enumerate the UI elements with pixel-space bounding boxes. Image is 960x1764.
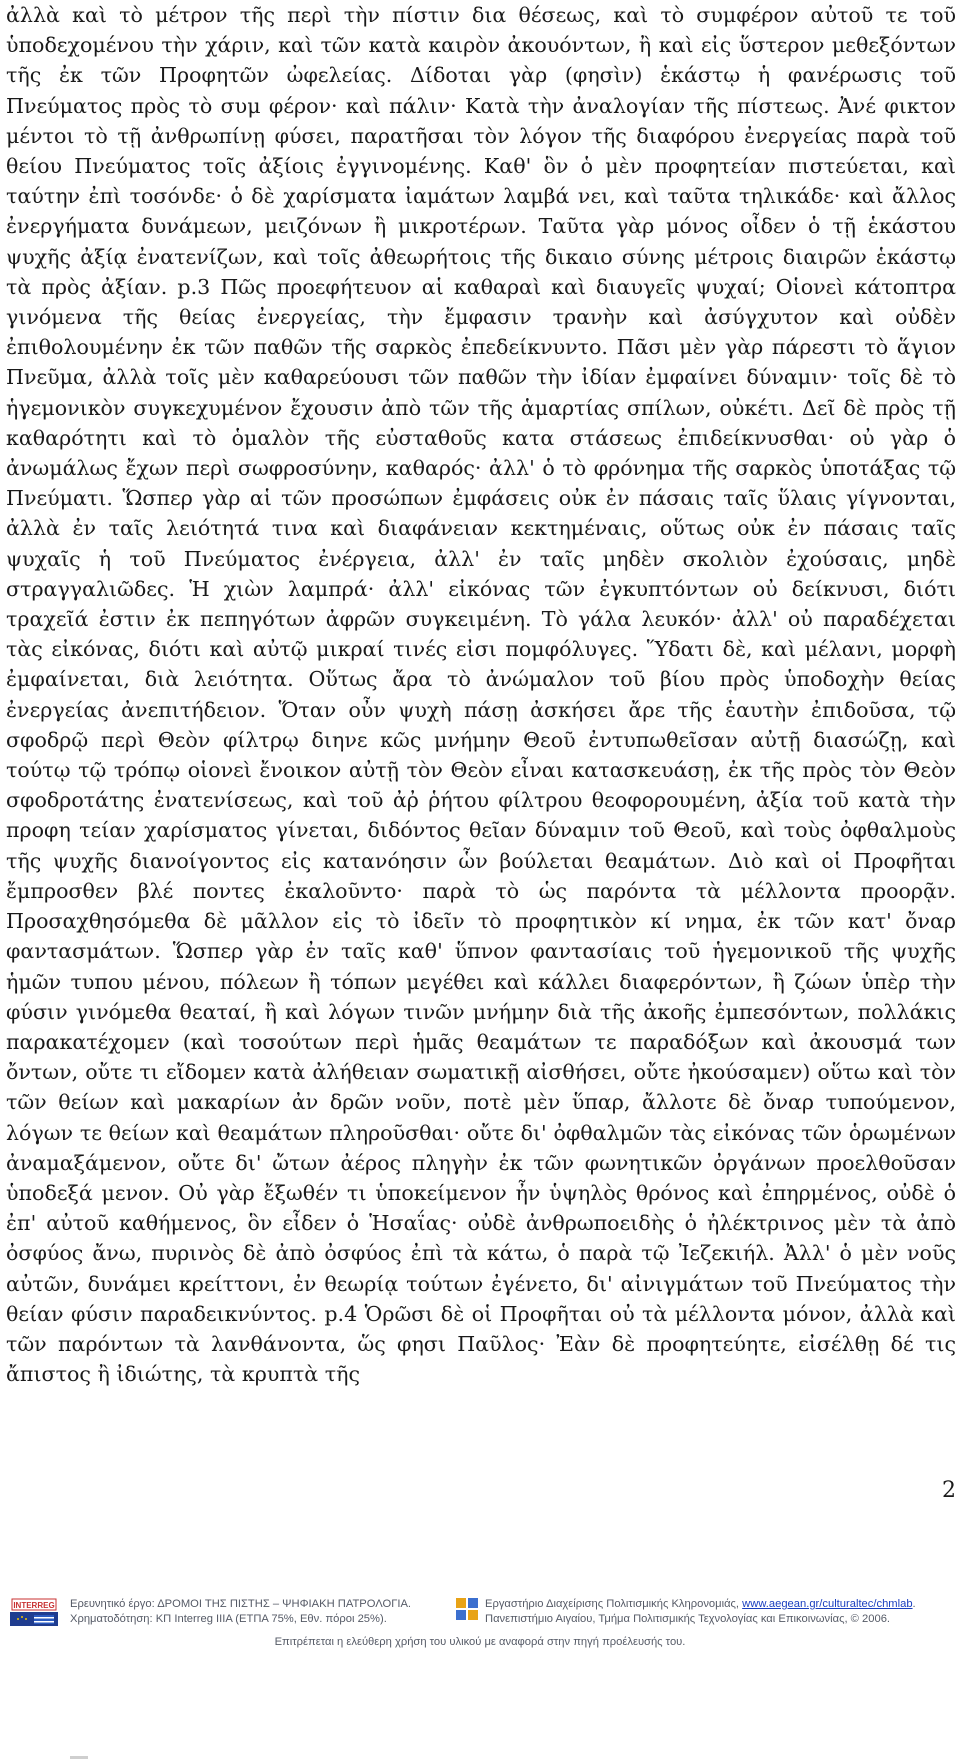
text-line: ἔμφασιν τρανὴν καὶ ἀσύγχυτον καὶ οὐδὲν ἐπιθολουμένην ἐκ τῶν παθῶν τῆς σαρκὸς (6, 305, 956, 360)
text-line: δρῶν νοῦν, ποτὲ μὲν ὕπαρ, ἄλλοτε δὲ ὄναρ τυπούμενον, λόγων τε θείων καὶ (6, 1090, 957, 1145)
text-line: Προφῆται οὐ τὰ μέλλοντα μόνον, ἀλλὰ καὶ τῶν παρόντων τὰ λανθάνοντα, ὥς φησι (6, 1301, 956, 1356)
text-line: σωματικῇ αἰσθήσει, οὔτε ἠκούσαμεν) οὕτω καὶ τὸν τῶν θείων καὶ μακαρίων ἀν (6, 1060, 957, 1115)
footer-lab-suffix: . (912, 1598, 916, 1610)
text-line: προελθοῦσαν ὑποδεξά μενον. Οὐ γὰρ ἔξωθέν τι ὑποκείμενον ἦν ὑψηλὸς θρόνος καὶ (6, 1150, 956, 1205)
text-line: Θεὸν σφοδροτάτης ἐνατενίσεως, καὶ τοῦ ἀῤ ῥήτου φίλτρου θεοφορουμένη, ἀξία τοῦ (6, 758, 957, 813)
text-line: διαφερόντων, ἢ ζώων ὑπὲρ τὴν φύσιν γινόμεθα θεαταί, ἢ καὶ λόγων τινῶν μνήμην (6, 969, 956, 1024)
text-line: τοὺς ὀφθαλμοὺς τῆς ψυχῆς διανοίγοντος εἰς κατανόησιν ὧν βούλεται θεαμάτων. (6, 818, 957, 873)
text-line: ἐπηρμένος, οὐδὲ ὁ ἐπ' αὐτοῦ καθήμενος, ὃν εἶδεν ὁ Ἡσαΐας· οὐδὲ ἀνθρωποειδὴς ὁ (6, 1180, 957, 1236)
text-line: τῶν παθῶν τὴν ἰδίαν ἐμφαίνει δύναμιν· τοῖς δὲ τὸ ἡγεμονικὸν συγκεχυμένον (6, 365, 956, 420)
text-line: μέλλοντα προορᾷν. Προσαχθησόμεθα δὲ μᾶλλον εἰς τὸ ἰδεῖν τὸ προφητικὸν κί νημα, (6, 878, 956, 934)
page-number: 2 (942, 1478, 956, 1503)
text-line: ἔχουσιν ἀπὸ τῶν τῆς ἁμαρτίας σπίλων, οὐκέτι. Δεῖ δὲ πρὸς τῇ καθαρότητι καὶ τὸ (6, 395, 956, 450)
text-line: αἰνιγμάτων τοῦ Πνεύματος τὴν θείαν φύσιν παραδεικνύντος. p.4 Ὁρῶσι δὲ οἱ (6, 1271, 956, 1326)
svg-text:INTERREG: INTERREG (13, 1601, 55, 1610)
text-line: Ὥσπερ γὰρ αἱ τῶν προσώπων ἐμφάσεις οὐκ ἐν πάσαις ταῖς ὕλαις γίγνονται, ἀλλὰ ἐν (6, 486, 956, 541)
text-line: ἠλέκτρινος μὲν τὰ ἀπὸ ὀσφύος ἄνω, πυρινὸς δὲ ἀπὸ ὀσφύος ἐπὶ τὰ κάτω, ὁ παρὰ τῷ (6, 1211, 956, 1266)
text-line: ἀλλὰ καὶ τὸ μέτρον τῆς περὶ τὴν πίστιν δια θέσεως, καὶ τὸ συμφέρον αὐτοῦ τε τοῦ (6, 3, 956, 27)
text-line: ὁμαλὸν τῆς εὐσταθοῦς κατα στάσεως ἐπιδείκνυσθαι· οὐ γὰρ ὁ ἀνωμάλως ἔχων περὶ (6, 425, 956, 481)
footer-lab-line (485, 1598, 916, 1610)
text-line: διὰ τῆς ἀκοῆς ἐμπεσόντων, πολλάκις παρακατέχομεν (καὶ τοσούτων περὶ ἡμᾶς (6, 999, 956, 1054)
text-line: καθαραὶ καὶ διαυγεῖς ψυχαί; Οἱονεὶ κάτοπτρα γινόμενα τῆς θείας ἐνεργείας, τὴν (6, 274, 957, 330)
page-footer (0, 1590, 960, 1690)
text-line: πεπηγότων ἀφρῶν συγκειμένη. Τὸ γάλα λευκόν· ἀλλ' οὐ παραδέχεται τὰς εἰκόνας, (6, 607, 957, 662)
text-line: Παῦλος· Ἐὰν δὲ προφητεύητε, εἰσέλθῃ δέ τις ἄπιστος ἢ ἰδιώτης, τὰ κρυπτὰ τῆς (6, 1331, 956, 1387)
text-line: θεαμάτων πληροῦσθαι· οὔτε δι' ὀφθαλμῶν τὰς εἰκόνας τῶν ὁρωμένων (217, 1120, 957, 1145)
text-line: ἐμφαίνεται, διὰ λειότητα. Οὕτως ἄρα τὸ ἀνώμαλον τοῦ βίου πρὸς ὑποδοχὴν θείας (6, 667, 956, 692)
footer-project-line: Ερευνητικό έργο: ΔΡΟΜΟΙ ΤΗΣ ΠΙΣΤΗΣ – ΨΗΦΙΑΚΗ ΠΑΤΡΟΛΟΓΙΑ. (70, 1598, 412, 1610)
text-line: κατὰ τὴν προφη τείαν χαρίσματος γίνεται, διδόντος θεῖαν δύναμιν τοῦ Θεοῦ, καὶ (6, 788, 957, 843)
text-line: σωφροσύνην, καθαρός· ἀλλ' ὁ τὸ φρόνημα τῆς σαρκὸς ὑποτάξας τῷ Πνεύματι. (6, 456, 957, 511)
footer-lab-link[interactable]: www.aegean.gr/culturaltec/chmlab (742, 1598, 913, 1610)
text-line: σφοδρῷ περὶ Θεὸν φίλτρῳ διηνε κῶς μνήμην Θεοῦ ἐντυπωθεῖσαν αὐτῇ διασώζῃ, καὶ (6, 727, 956, 752)
footer-funding-line: Χρηματοδότηση: ΚΠ Interreg IIIA (ΕΤΠΑ 75%, Εθν. πόροι 25%). (70, 1613, 387, 1625)
document-body-text (6, 0, 956, 1389)
page-edge-mark-icon (70, 1754, 88, 1760)
text-line: τῆς δικαιο σύνης μέτροις διαιρῶν ἑκάστῳ τὰ πρὸς ἀξίαν. p.3 Πῶς προεφήτευον αἱ (6, 244, 957, 299)
text-line: μεθεξόντων τῆς ἐκ τῶν Προφητῶν ὠφελείας. Δίδοται γὰρ (φησὶν) ἑκάστῳ ἡ (6, 33, 956, 88)
text-line: ἐπεδείκνυντο. Πᾶσι μὲν γὰρ πάρεστι τὸ ἅγιον Πνεῦμα, ἀλλὰ τοῖς μὲν καθαρεύουσι (6, 335, 956, 390)
text-line: διότι καὶ αὐτῷ μικραί τινές εἰσι πομφόλυγες. Ὕδατι δὲ, καὶ μέλανι, μορφὴ (148, 637, 956, 662)
text-line: ἐνεργείας ἀνεπιτήδειον. Ὅταν οὖν ψυχὴ πάσῃ ἀσκήσει ἄρε τῆς ἑαυτὴν ἐπιδοῦσα, τῷ (6, 697, 956, 722)
footer-license-line: Επιτρέπεται η ελεύθερη χρήση του υλικού με αναφορά στην πηγή προέλευσής του. (274, 1636, 686, 1648)
text-line: ὑποδεχομένου τὴν χάριν, καὶ τῶν κατὰ καιρὸν ἀκουόντων, ἢ καὶ εἰς ὕστερον (6, 33, 825, 58)
text-line: ἀναμαξάμενον, οὔτε δι' ὤτων ἀέρος πληγὴν ἐκ τῶν φωνητικῶν ὀργάνων (6, 1150, 806, 1175)
footer-lab-name: Εργαστήριο Διαχείρισης Πολιτισμικής Κληρονομιάς, (485, 1598, 743, 1610)
footer-university-line: Πανεπιστήμιο Αιγαίου, Τμήμα Πολιτισμικής Τεχνολογίας και Επικοινωνίας, © 2006. (485, 1613, 891, 1625)
text-line: φανέρωσις τοῦ Πνεύματος πρὸς τὸ συμ φέρον· καὶ πάλιν· Κατὰ τὴν ἀναλογίαν τῆς (6, 63, 957, 118)
text-line: τούτῳ τῷ τρόπῳ οἱονεὶ ἔνοικον αὐτῇ τὸν Θεὸν εἶναι κατασκευάσῃ, ἐκ τῆς πρὸς τὸν (6, 758, 896, 783)
text-line: ταῖς λειότητά τινα καὶ διαφάνειαν κεκτημέναις, οὕτως οὐκ ἐν πάσαις ταῖς ψυχαῖς ἡ (6, 516, 956, 571)
text-line: Διὸ καὶ οἱ Προφῆται ἔμπροσθεν βλέ ποντες ἐκαλοῦντο· παρὰ τὸ ὡς παρόντα τὰ (6, 848, 956, 903)
text-line: Ἡ χιὼν λαμπρά· ἀλλ' εἰκόνας τῶν ἐγκυπτόντων οὐ δείκνυσι, διότι τραχεῖά ἐστιν ἐκ (6, 576, 956, 632)
text-line: θεαμάτων τε παραδόξων καὶ ἀκουσμά των ὄντων, οὔτε τι εἴδομεν κατὰ ἀλήθειαν (6, 1029, 956, 1085)
interreg-logo-icon (10, 1596, 58, 1626)
text-line: πίστεως. Ἀνέ φικτον μέντοι τὸ τῇ ἀνθρωπίνῃ φύσει, παρατῆσαι τὸν λόγον τῆς (6, 93, 956, 148)
text-line: Ἰεζεκιήλ. Ἀλλ' ὁ μὲν νοῦς αὐτῶν, δυνάμει κρείττονι, ἐν θεωρίᾳ τούτων ἐγένετο, δι' (6, 1241, 957, 1296)
text-line: τοῦ Πνεύματος ἐνέργεια, ἀλλ' ἐν ταῖς μηδὲν σκολιὸν ἐχούσαις, μηδὲ στραγγαλιῶδες. (6, 546, 957, 601)
text-line: μὲν προφητείαν πιστεύεται, καὶ ταύτην ἐπὶ τοσόνδε· ὁ δὲ χαρίσματα ἰαμάτων λαμβά (6, 154, 957, 209)
text-line: νει, καὶ ταῦτα τηλικάδε· καὶ ἄλλος ἐνεργήματα δυνάμεων, μειζόνων ἢ μικροτέρων. (6, 184, 956, 239)
text-line: ἐκ τῶν κατ' ὄναρ φαντασμάτων. Ὥσπερ γὰρ ἐν ταῖς καθ' ὕπνον φαντασίαις τοῦ (6, 909, 957, 964)
text-line: ἡγεμονικοῦ τῆς ψυχῆς ἡμῶν τυπου μένου, πόλεων ἢ τόπων μεγέθει καὶ κάλλει (6, 939, 957, 994)
lab-logo-icon (456, 1598, 478, 1620)
text-line: Ταῦτα γὰρ μόνος οἶδεν ὁ τῇ ἑκάστου ψυχῆς ἀξίᾳ ἐνατενίζων, καὶ τοῖς ἀθεωρήτοις (6, 214, 956, 269)
text-line: διαφόρου ἐνεργείας παρὰ τοῦ θείου Πνεύματος τοῖς ἀξίοις ἐγγινομένης. Καθ' ὃν ὁ (6, 123, 956, 179)
